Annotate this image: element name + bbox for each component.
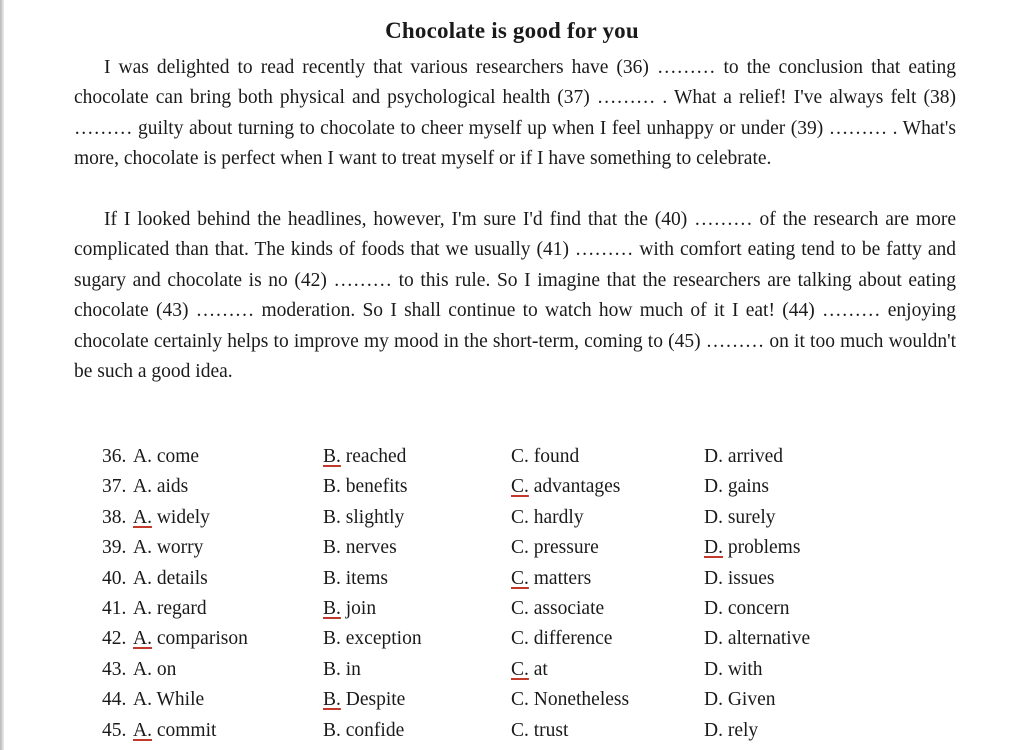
option-text: hardly [528,506,584,528]
option-letter: B. [323,476,341,498]
question-number: 44. [102,689,127,711]
option-text: pressure [528,537,599,559]
option-a[interactable] [133,537,203,559]
option-text: issues [722,567,775,589]
question-number: 41. [102,598,127,619]
option-text: on [151,658,177,680]
option-text: found [528,446,580,467]
option-a[interactable] [133,568,208,590]
option-text: comparison [151,628,248,650]
option-text: confide [340,719,405,741]
option-text: worry [151,537,204,559]
question-number: 42. [102,628,127,650]
option-b[interactable] [323,598,376,620]
question-row [0,476,1024,506]
option-text: aids [151,476,189,498]
option-letter: C. [511,658,529,680]
option-letter: B. [323,719,341,741]
option-text: details [151,567,208,589]
option-text: slightly [340,506,405,528]
option-letter: D. [704,628,723,650]
option-letter: C. [511,567,529,589]
question-row [0,659,1024,689]
option-letter: A. [133,446,152,467]
option-text: advantages [528,476,621,498]
question-number: 38. [102,506,127,528]
option-d[interactable] [704,598,790,620]
option-letter: C. [511,598,529,619]
option-b[interactable] [323,476,408,498]
option-c[interactable] [511,446,579,468]
option-text: widely [151,506,210,528]
question-number: 45. [102,719,127,741]
question-row [0,568,1024,598]
option-letter: B. [323,567,341,589]
question-number: 43. [102,658,127,680]
option-letter: B. [323,598,341,619]
option-d[interactable] [704,507,776,529]
option-d[interactable] [704,446,783,468]
option-text: surely [722,506,776,528]
option-letter: A. [133,506,152,528]
option-text: arrived [722,446,784,467]
option-text: items [340,567,389,589]
option-letter: D. [704,476,723,498]
paragraph-2: If I looked behind the headlines, however, I'm sure I'd find that the (40) ……… of the research are more complicated than that. The kinds of foods that we usually (41) ……… with comfort eating tend to be fatty and sugary and chocolate is no (42) ……… to this rule. So I imagine that the researchers are talking about eating chocolate (43) ……… moderation. So I shall continue to watch how much of it I eat! (44) ……… enjoying chocolate certainly helps to improve my mood in the short-term, coming to (45) ……… on it too much wouldn't be such a good idea. [74,209,956,383]
question-row [0,446,1024,476]
option-letter: C. [511,689,529,711]
document-title: Chocolate is good for you [385,18,639,43]
option-text: come [151,446,200,467]
option-letter: B. [323,506,341,528]
option-text: in [340,658,361,680]
option-text: concern [722,598,790,619]
option-c[interactable] [511,476,620,498]
option-letter: C. [511,628,529,650]
option-text: with [722,658,763,680]
option-text: reached [340,446,407,467]
option-letter: A. [133,658,152,680]
option-text: rely [722,719,759,741]
option-d[interactable] [704,476,769,498]
option-letter: C. [511,506,529,528]
option-b[interactable] [323,568,388,590]
option-text: exception [340,628,422,650]
option-text: benefits [340,476,408,498]
option-letter: B. [323,658,341,680]
option-d[interactable] [704,568,774,590]
option-b[interactable] [323,446,406,468]
option-text: gains [722,476,770,498]
option-letter: D. [704,689,723,711]
option-text: matters [528,567,592,589]
option-a[interactable] [133,689,204,711]
option-c[interactable] [511,628,612,650]
option-c[interactable] [511,689,629,711]
option-letter: A. [133,537,152,559]
option-letter: C. [511,719,529,741]
option-letter: B. [323,628,341,650]
option-letter: B. [323,446,341,467]
question-number: 36. [102,446,127,467]
option-b[interactable] [323,628,422,650]
option-c[interactable] [511,507,584,529]
option-letter: C. [511,537,529,559]
option-letter: A. [133,476,152,498]
question-row [0,537,1024,567]
option-text: commit [151,719,217,741]
option-letter: B. [323,537,341,559]
option-a[interactable] [133,476,188,498]
option-c[interactable] [511,598,604,620]
question-row [0,689,1024,719]
option-d[interactable] [704,628,810,650]
option-letter: A. [133,598,152,619]
option-c[interactable] [511,720,568,742]
option-letter: D. [704,567,723,589]
option-letter: C. [511,446,529,467]
option-b[interactable] [323,720,404,742]
option-text: trust [528,719,569,741]
option-d[interactable] [704,659,763,681]
paragraph-1: I was delighted to read recently that various researchers have (36) ……… to the conclusion that eating chocolate can bring both physical and psychological health (37) ……… . What a relief! I've always felt (38) ……… guilty about turning to chocolate to cheer myself up when I feel unhappy or under (39) ……… . What's more, chocolate is perfect when I want to treat myself or if I have something to celebrate. [74,57,956,170]
option-a[interactable] [133,598,207,620]
option-a[interactable] [133,446,199,468]
option-text: problems [722,537,801,559]
option-c[interactable] [511,568,591,590]
question-number: 39. [102,537,127,559]
option-letter: D. [704,658,723,680]
option-letter: A. [133,689,152,711]
option-letter: D. [704,506,723,528]
option-text: associate [528,598,605,619]
option-c[interactable] [511,537,599,559]
option-letter: C. [511,476,529,498]
option-b[interactable] [323,537,397,559]
option-text: difference [528,628,613,650]
option-a[interactable] [133,507,210,529]
question-row [0,720,1024,750]
option-text: regard [151,598,207,619]
option-letter: A. [133,719,152,741]
option-text: at [528,658,548,680]
option-b[interactable] [323,689,405,711]
option-letter: D. [704,598,723,619]
option-letter: D. [704,537,723,559]
option-c[interactable] [511,659,548,681]
option-d[interactable] [704,720,758,742]
question-row [0,628,1024,658]
option-text: nerves [340,537,397,559]
option-b[interactable] [323,507,404,529]
question-row [0,507,1024,537]
option-a[interactable] [133,720,216,742]
question-number: 37. [102,476,127,498]
option-text: While [151,689,205,711]
option-letter: B. [323,689,341,711]
option-letter: D. [704,446,723,467]
question-row [0,598,1024,628]
option-text: alternative [722,628,811,650]
question-number: 40. [102,567,127,589]
option-letter: A. [133,567,152,589]
option-text: Nonetheless [528,689,630,711]
option-text: join [340,598,377,619]
option-a[interactable] [133,628,248,650]
option-letter: D. [704,719,723,741]
option-text: Given [722,689,776,711]
option-letter: A. [133,628,152,650]
option-a[interactable] [133,659,176,681]
option-d[interactable] [704,537,800,559]
option-text: Despite [340,689,406,711]
option-d[interactable] [704,689,776,711]
option-b[interactable] [323,659,361,681]
